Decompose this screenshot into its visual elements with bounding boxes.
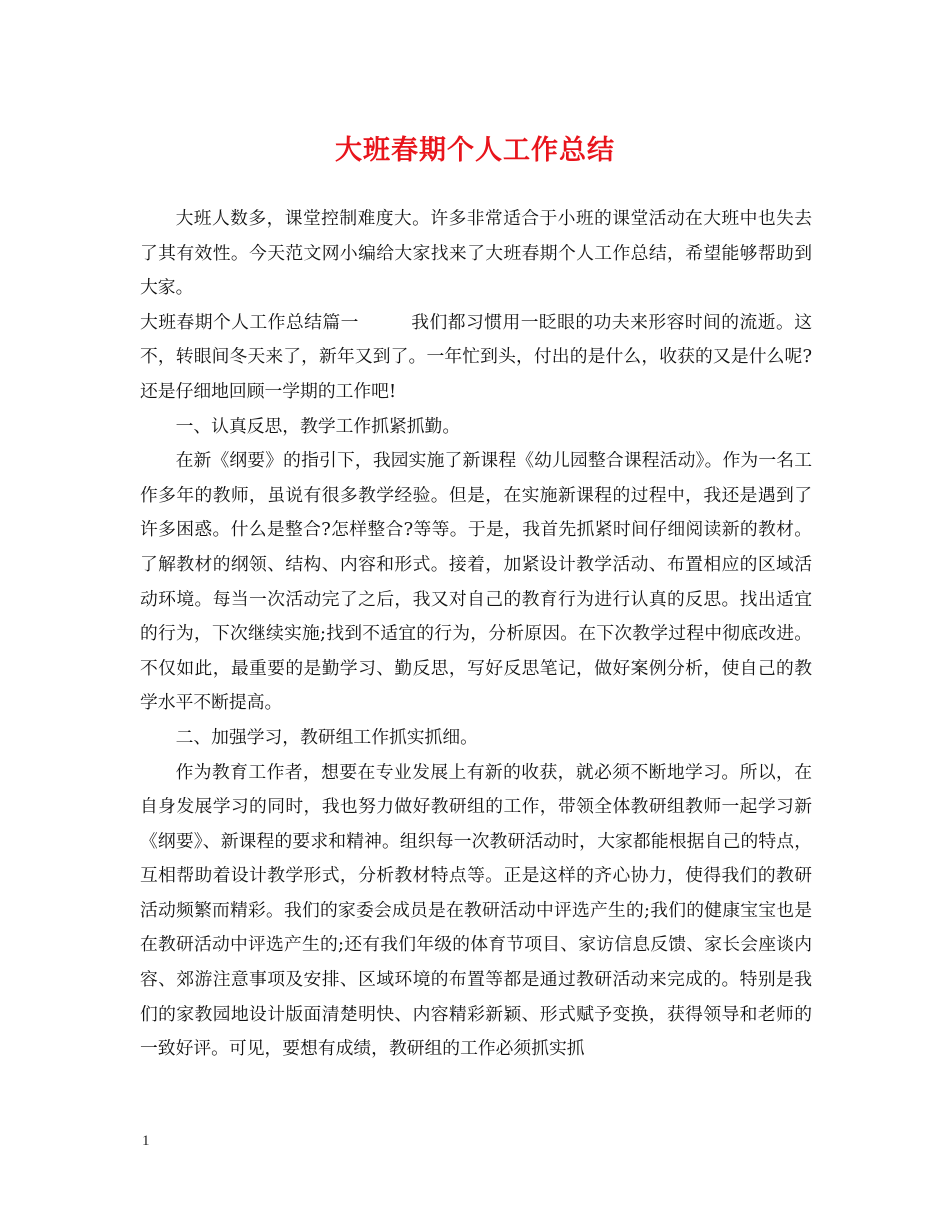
page-number: 1 bbox=[142, 1133, 150, 1149]
heading-study: 二、加强学习，教研组工作抓实抓细。 bbox=[175, 726, 478, 748]
intro-paragraph: 大班人数多，课堂控制难度大。许多非常适合于小班的课堂活动在大班中也失去了其有效性。今天范文网小编给大家找来了大班春期个人工作总结，希望能够帮助到大家。 bbox=[140, 208, 812, 299]
body-paragraph-research: 作为教育工作者，想要在专业发展上有新的收获，就必须不断地学习。所以，在自身发展学习的同时，我也努力做好教研组的工作，带领全体教研组教师一起学习新《纲要》、新课程的要求和精神。组织每一次教研活动时，大家都能根据自己的特点，互相帮助着设计教学形式，分析教材特点等。正是这样的齐心协力，使得我们的教研活动频繁而精彩。我们的家委会成员是在教研活动中评选产生的;我们的健康宝宝也是在教研活动中评选产生的;还有我们年级的体育节项目、家访信息反馈、家长会座谈内容、郊游注意事项及安排、区域环境的布置等都是通过教研活动来完成的。特别是我们的家教园地设计版面清楚明快、内容精彩新颖、形式赋予变换，获得领导和老师的一致好评。可见，要想有成绩，教研组的工作必须抓实抓 bbox=[140, 761, 812, 1060]
page-title: 大班春期个人工作总结 bbox=[335, 135, 615, 166]
body-paragraph-teaching: 在新《纲要》的指引下，我园实施了新课程《幼儿园整合课程活动》。作为一名工作多年的教师，虽说有很多教学经验。但是，在实施新课程的过程中，我还是遇到了许多困惑。什么是整合?怎样整合?等等。于是，我首先抓紧时间仔细阅读新的教材。了解教材的纲领、结构、内容和形式。接着，加紧设计教学活动、布置相应的区域活动环境。每当一次活动完了之后，我又对自己的教育行为进行认真的反思。找出适宜的行为，下次继续实施;找到不适宜的行为，分析原因。在下次教学过程中彻底改进。不仅如此，最重要的是勤学习、勤反思，写好反思笔记，做好案例分析，使自己的教学水平不断提高。 bbox=[140, 450, 812, 714]
section-heading: 大班春期个人工作总结篇一 bbox=[140, 311, 359, 333]
section-opening-text: 我们都习惯用一眨眼的功夫来形容时间的流逝。这不，转眼间冬天来了，新年又到了。一年忙到头，付出的是什么，收获的又是什么呢?还是仔细地回顾一学期的工作吧! bbox=[140, 311, 812, 402]
heading-reflection: 一、认真反思，教学工作抓紧抓勤。 bbox=[175, 415, 461, 437]
document-body bbox=[140, 202, 812, 1067]
section-paragraph bbox=[140, 306, 812, 410]
